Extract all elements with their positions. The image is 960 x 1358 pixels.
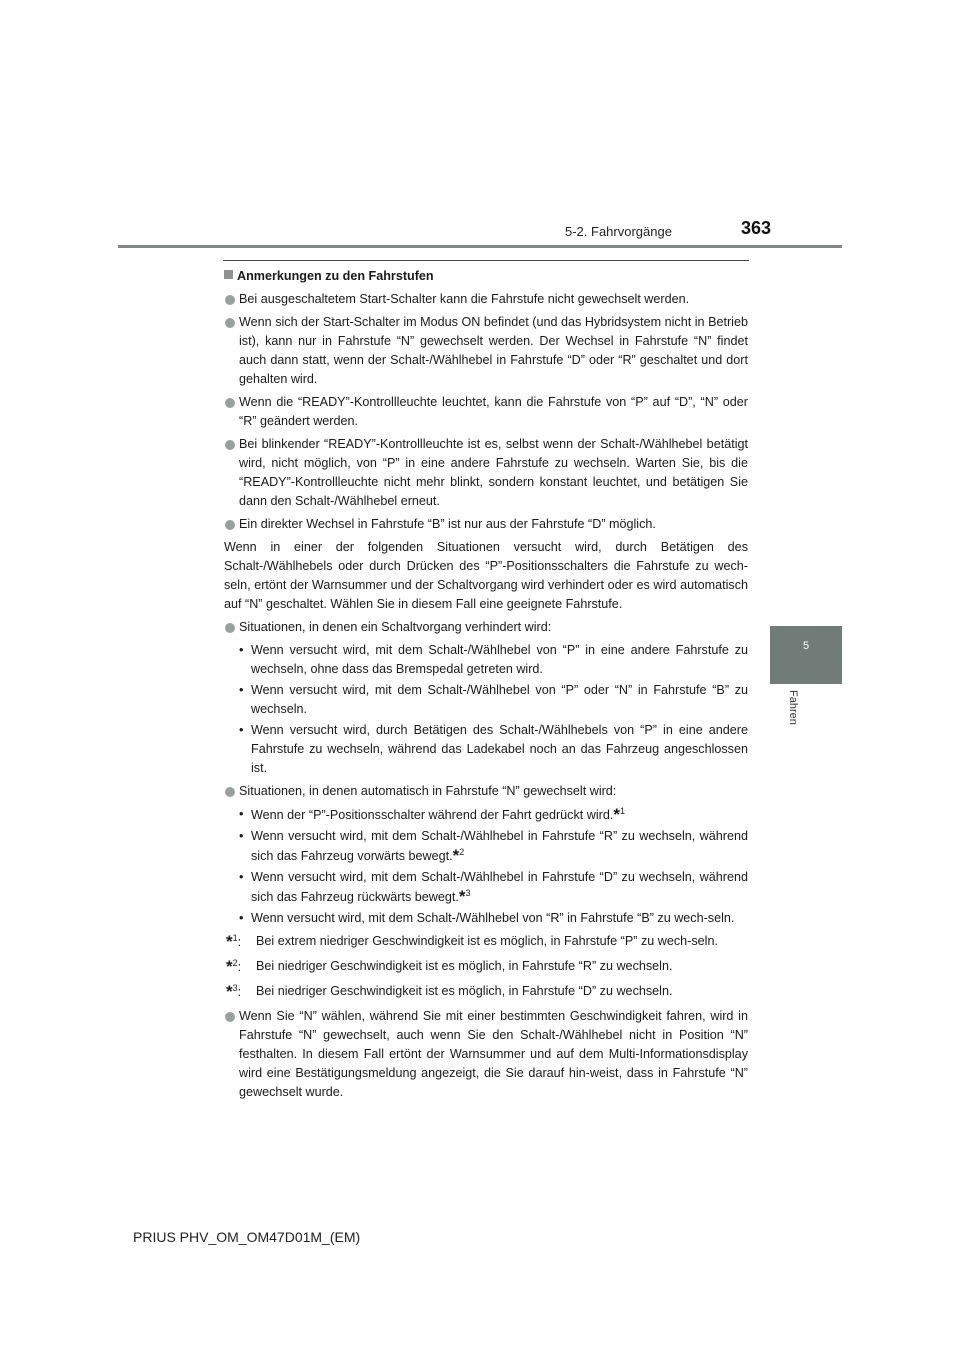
sub-list-item: • Wenn der “P”-Positionsschalter während der Fahrt gedrückt wird.*$^1$ (239, 805, 625, 824)
bullet-icon (225, 520, 235, 530)
sub-list-item: • Wenn versucht wird, mit dem Schalt-/Wählhebel in Fahrstufe “R” zu wechseln, während sich das Fahrzeug vorwärts bewegt.*$^2$ (239, 829, 748, 865)
footnote: *$^3$: Bei niedriger Geschwindigkeit ist es möglich, in Fahrstufe “D” zu wechseln. (226, 982, 673, 1001)
chapter-label: Fahren (787, 690, 799, 725)
bullet-icon (225, 1012, 235, 1022)
footnote-ref-star: * (613, 805, 620, 824)
footnote: *$^2$: Bei niedriger Geschwindigkeit ist es möglich, in Fahrstufe “R” zu wechseln. (226, 957, 673, 976)
footnote-star: * (226, 982, 233, 1001)
sub-list-item: • Wenn versucht wird, mit dem Schalt-/Wählhebel in Fahrstufe “D” zu wechseln, während sich das Fahrzeug rückwärts bewegt.*$^3$ (239, 870, 748, 906)
sub-list-item: • Wenn versucht wird, durch Betätigen des Schalt-/Wählhebels von “P” in eine andere Fahrstufe zu wechseln, während das Ladekabel noch an das Fahrzeug angeschlossen ist. (239, 723, 748, 775)
footer-doc-id: PRIUS PHV_OM_OM47D01M_(EM) (133, 1229, 361, 1245)
footnote: *$^1$: Bei extrem niedriger Geschwindigkeit ist es möglich, in Fahrstufe “P” zu wech-seln. (226, 932, 718, 951)
bullet-icon (225, 440, 235, 450)
sub-list-auto (224, 805, 748, 928)
footnote-ref-number: 1 (619, 805, 625, 816)
sub-list-item: • Wenn versucht wird, mit dem Schalt-/Wählhebel von “R” in Fahrstufe “B” zu wech-seln. (239, 911, 735, 925)
footnote-ref-number: 2 (459, 846, 465, 857)
footnote-number: 1 (232, 932, 238, 943)
section-header: 5-2. Fahrvorgänge (565, 224, 672, 239)
list-item: Ein direkter Wechsel in Fahrstufe “B” ist nur aus der Fahrstufe “D” möglich. (224, 515, 748, 534)
section-title (224, 267, 748, 286)
header-rule (118, 245, 842, 248)
footnote-number: 2 (232, 957, 238, 968)
list-item: Situationen, in denen ein Schaltvorgang verhindert wird: (224, 618, 748, 637)
bullet-icon (225, 623, 235, 633)
footnote-ref-star: * (458, 887, 466, 906)
bullet-icon (225, 295, 235, 305)
body-paragraph: Wenn in einer der folgenden Situationen versucht wird, durch Betätigen des Schalt-/Wählhebels oder durch Drücken des “P”-Positionsschalters die Fahrstufe zu wech-seln, ertönt der Warnsummer und der Schaltvorgang wird verhindert oder es wird automatisch auf “N” geschaltet. Wählen Sie in diesem Fall eine geeignete Fahrstufe. (224, 540, 748, 611)
list-item: Bei blinkender “READY”-Kontrollleuchte ist es, selbst wenn der Schalt-/Wählhebel betätigt wird, nicht möglich, von “P” in eine andere Fahrstufe zu wechseln. Warten Sie, bis die “READY”-Kontrollleuchte nicht mehr blinkt, sondern konstant leuchtet, und betätigen Sie dann den Schalt-/Wählhebel erneut. (224, 435, 748, 511)
list-item: Wenn Sie “N” wählen, während Sie mit einer bestimmten Geschwindigkeit fahren, wird in Fahrstufe “N” gewechselt, auch wenn Sie den Schalt-/Wählhebel nicht in Position “N” festhalten. In diesem Fall ertönt der Warnsummer und auf dem Multi-Informationsdisplay wird eine Bestätigungsmeldung angezeigt, die Sie darauf hin-weist, dass in Fahrstufe “N” gewechselt wurde. (224, 1007, 748, 1102)
list-item: Wenn die “READY”-Kontrollleuchte leuchtet, kann die Fahrstufe von “P” auf “D”, “N” oder “R” geändert werden. (224, 393, 748, 431)
footnote-ref-star: * (452, 846, 460, 865)
content-rule (223, 260, 749, 261)
sub-list-item: • Wenn versucht wird, mit dem Schalt-/Wählhebel von “P” oder “N” in Fahrstufe “B” zu wechseln. (239, 683, 748, 716)
chapter-tab (770, 626, 842, 684)
section-title-text: Anmerkungen zu den Fahrstufen (237, 269, 434, 283)
page-number: 363 (741, 218, 772, 238)
square-bullet-icon (224, 270, 233, 279)
bullet-icon (225, 787, 235, 797)
sub-list-item: • Wenn versucht wird, mit dem Schalt-/Wählhebel von “P” in eine andere Fahrstufe zu wechseln, ohne dass das Bremspedal getreten wird. (239, 643, 748, 676)
bullet-icon (225, 398, 235, 408)
list-item: Wenn sich der Start-Schalter im Modus ON befindet (und das Hybridsystem nicht in Betrieb ist), kann nur in Fahrstufe “N” gewechselt werden. Der Wechsel in Fahrstufe “N” findet auch dann statt, wenn der Schalt-/Wählhebel in Fahrstufe “D” oder “R” geschaltet und dort gehalten wird. (224, 313, 748, 389)
list-item: Situationen, in denen automatisch in Fahrstufe “N” gewechselt wird: (224, 782, 748, 801)
list-item: Bei ausgeschaltetem Start-Schalter kann die Fahrstufe nicht gewechselt werden. (224, 290, 748, 309)
footnote-ref-number: 3 (465, 887, 471, 898)
content (224, 267, 748, 1106)
footnote-star: * (226, 957, 233, 976)
footnote-star: * (226, 932, 233, 951)
footnote-number: 3 (232, 982, 238, 993)
bullet-icon (225, 318, 235, 328)
chapter-number: 5 (802, 640, 810, 652)
sub-list-prevented (224, 641, 748, 778)
